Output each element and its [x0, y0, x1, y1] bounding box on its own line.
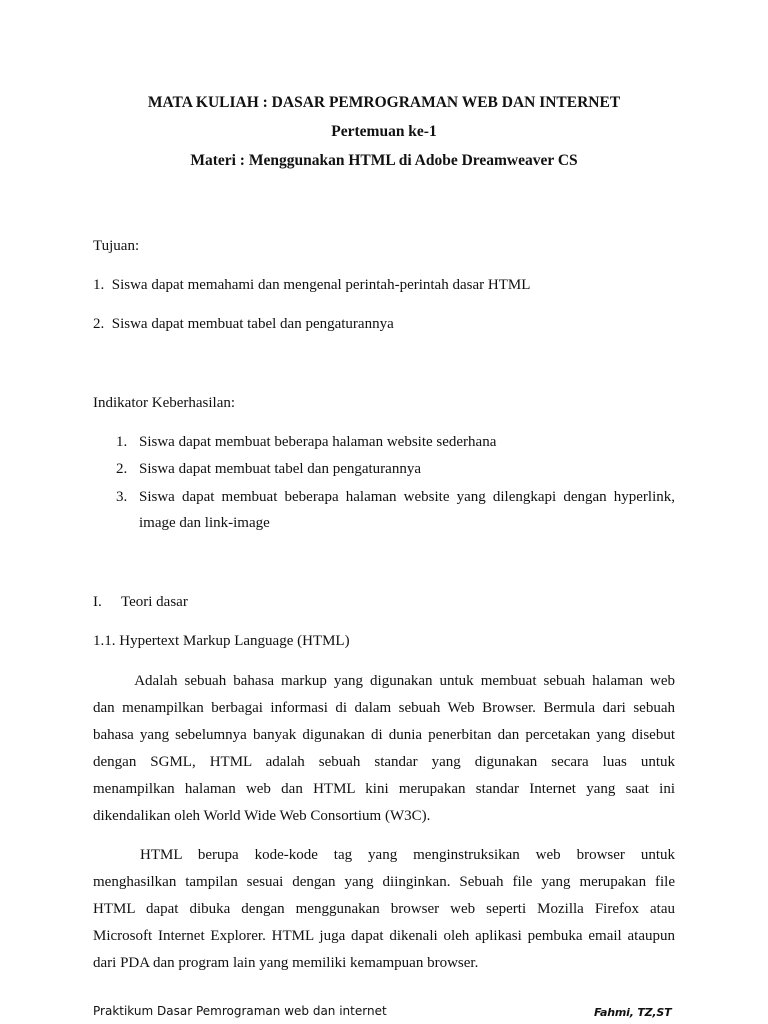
- paragraph-line: menampilkan halaman web dan HTML kini merupakan standar Internet yang saat ini: [93, 781, 675, 797]
- tujuan-label: Tujuan:: [93, 238, 140, 254]
- paragraph-line: menghasilkan tampilan sesuai dengan yang diinginkan. Sebuah file yang merupakan file: [93, 874, 675, 890]
- section-number: I.: [93, 594, 102, 610]
- indikator-item-3: Siswa dapat membuat beberapa halaman website yang dilengkapi dengan hyperlink,: [139, 489, 675, 505]
- paragraph-line: dengan SGML, HTML adalah sebuah standar yang digunakan secara luas untuk: [93, 754, 675, 770]
- course-title: MATA KULIAH : DASAR PEMROGRAMAN WEB DAN INTERNET: [147, 94, 621, 111]
- indikator-number-1: 1.: [116, 434, 128, 450]
- paragraph-line: HTML berupa kode-kode tag yang menginstruksikan web browser untuk: [140, 847, 675, 863]
- indikator-number-2: 2.: [116, 461, 128, 477]
- paragraph-line: Adalah sebuah bahasa markup yang digunakan untuk membuat sebuah halaman web: [93, 673, 675, 689]
- topic-title: Materi : Menggunakan HTML di Adobe Dreamweaver CS: [190, 152, 578, 169]
- indikator-label: Indikator Keberhasilan:: [93, 395, 236, 411]
- paragraph-line: dikendalikan oleh World Wide Web Consortium (W3C).: [93, 808, 431, 824]
- section-title: Teori dasar: [121, 594, 188, 610]
- indikator-number-3: 3.: [116, 489, 128, 505]
- indikator-item-3-continuation: image dan link-image: [139, 515, 270, 531]
- paragraph-line: HTML dapat dibuka dengan menggunakan browser web seperti Mozilla Firefox atau: [93, 901, 675, 917]
- paragraph-2: [93, 845, 675, 975]
- paragraph-line: dari PDA dan program lain yang memiliki kemampuan browser.: [93, 955, 479, 971]
- tujuan-item-2: 2. Siswa dapat membuat tabel dan pengaturannya: [93, 316, 394, 332]
- subsection-title: 1.1. Hypertext Markup Language (HTML): [93, 633, 350, 649]
- indikator-item-2: Siswa dapat membuat tabel dan pengaturannya: [139, 461, 421, 477]
- paragraph-line: dan menampilkan berbagai informasi di dalam sebuah Web Browser. Bermula dari sebuah: [93, 700, 675, 716]
- footer-author: Fahmi, TZ,ST: [594, 1006, 672, 1019]
- tujuan-item-1: 1. Siswa dapat memahami dan mengenal perintah-perintah dasar HTML: [93, 277, 531, 293]
- paragraph-1: [93, 671, 675, 824]
- paragraph-line: Microsoft Internet Explorer. HTML juga dapat dikenali oleh aplikasi pembuka email ataupun: [93, 928, 675, 944]
- indikator-item-1: Siswa dapat membuat beberapa halaman website sederhana: [139, 434, 497, 450]
- meeting-title: Pertemuan ke-1: [331, 123, 437, 140]
- paragraph-line: bahasa yang sebelumnya banyak digunakan di dunia penerbitan dan percetakan yang disebut: [93, 727, 675, 743]
- footer-course: Praktikum Dasar Pemrograman web dan internet: [93, 1004, 387, 1018]
